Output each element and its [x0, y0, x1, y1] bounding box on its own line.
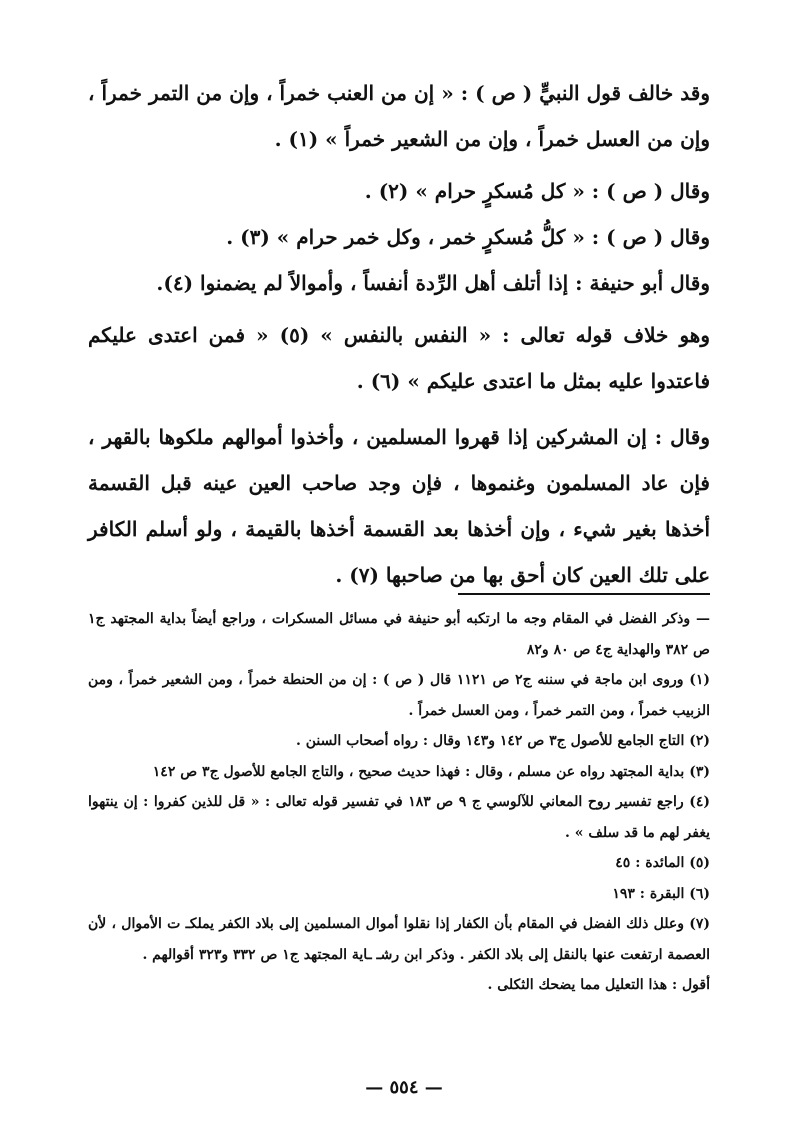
footnote-4: (٤) راجع تفسير روح المعاني للآلوسي ج ٩ ص ١٨٣ في تفسير قوله تعالى : « قل للذين كفروا : إن ينتهوا يغفر لهم ما قد سلف » .	[88, 794, 710, 841]
footnote-comment: أقول : هذا التعليل مما يضحك الثكلى .	[487, 977, 710, 993]
paragraph-mushrikin: وقال : إن المشركين إذا قهروا المسلمين ، وأخذوا أموالهم ملكوها بالقهر ، فإن عاد المسلمون وغنموها ، فإن وجد صاحب العين عينه قبل القسمة أخذها بغير شيء ، وإن أخذها بعد القسمة أخذها بالقيمة ، ولو أسلم الكافر على تلك العين كان أحق بها من صاحبها (٧) .	[88, 425, 710, 587]
footnote-5: (٥) المائدة : ٤٥	[615, 855, 710, 871]
footnotes	[88, 604, 710, 1001]
paragraph-quran-verse: وهو خلاف قوله تعالى : « النفس بالنفس » (٥) « فمن اعتدى عليكم فاعتدوا عليه بمثل ما اعتدى عليكم » (٦) .	[88, 323, 710, 393]
footnote-1: (١) وروى ابن ماجة في سننه ج٢ ص ١١٢١ قال ( ص ) : إن من الحنطة خمراً ، ومن الشعير خمراً ، ومن الزبيب خمراً ، ومن التمر خمراً ، ومن العسل خمراً .	[88, 672, 710, 719]
footnote-2: (٢) التاج الجامع للأصول ج٣ ص ١٤٢ و١٤٣ وقال : رواه أصحاب السنن .	[295, 733, 710, 749]
footnote-separator	[458, 593, 710, 595]
main-text	[88, 70, 710, 598]
paragraph-hadith-khamr: وقد خالف قول النبيٍّ ( ص ) : « إن من العنب خمراً ، وإن من التمر خمراً ، وإن من العسل خمراً ، وإن من الشعير خمراً » (١) .	[88, 81, 710, 151]
footnote-continuation: — وذكر الفضل في المقام وجه ما ارتكبه أبو حنيفة في مسائل المسكرات ، وراجع أيضاً بداية المجتهد ج١ ص ٣٨٢ والهداية ج٤ ص ٨٠ و٨٢	[88, 611, 710, 658]
footnote-6: (٦) البقرة : ١٩٣	[612, 885, 710, 902]
footnote-7: (٧) وعلل ذلك الفضل في المقام بأن الكفار إذا نقلوا أموال المسلمين إلى بلاد الكفر يملكـ ت الأموال ، لأن العصمة ارتفعت عنها بالنقل إلى بلاد الكفر . وذكر ابن رشـ ـاية المجتهد ج١ ص ٣٣٢ و٣٢٣ أقوالهم .	[88, 916, 710, 963]
footnote-3: (٣) بداية المجتهد رواه عن مسلم ، وقال : فهذا حديث صحيح ، والتاج الجامع للأصول ج٣ ص ١٤٢	[152, 763, 710, 780]
paragraph-abu-hanifa: وقال أبو حنيفة : إذا أتلف أهل الرِّدة أنفساً ، وأموالاً لم يضمنوا (٤).	[156, 271, 710, 295]
paragraph-kull-muskir: وقال ( ص ) : « كل مُسكرٍ حرام » (٢) .	[364, 179, 710, 203]
page-number: — ٥٥٤ —	[365, 1077, 443, 1098]
paragraph-kull-muskir-khamr: وقال ( ص ) : « كلُّ مُسكرٍ خمر ، وكل خمر حرام » (٣) .	[226, 225, 710, 249]
